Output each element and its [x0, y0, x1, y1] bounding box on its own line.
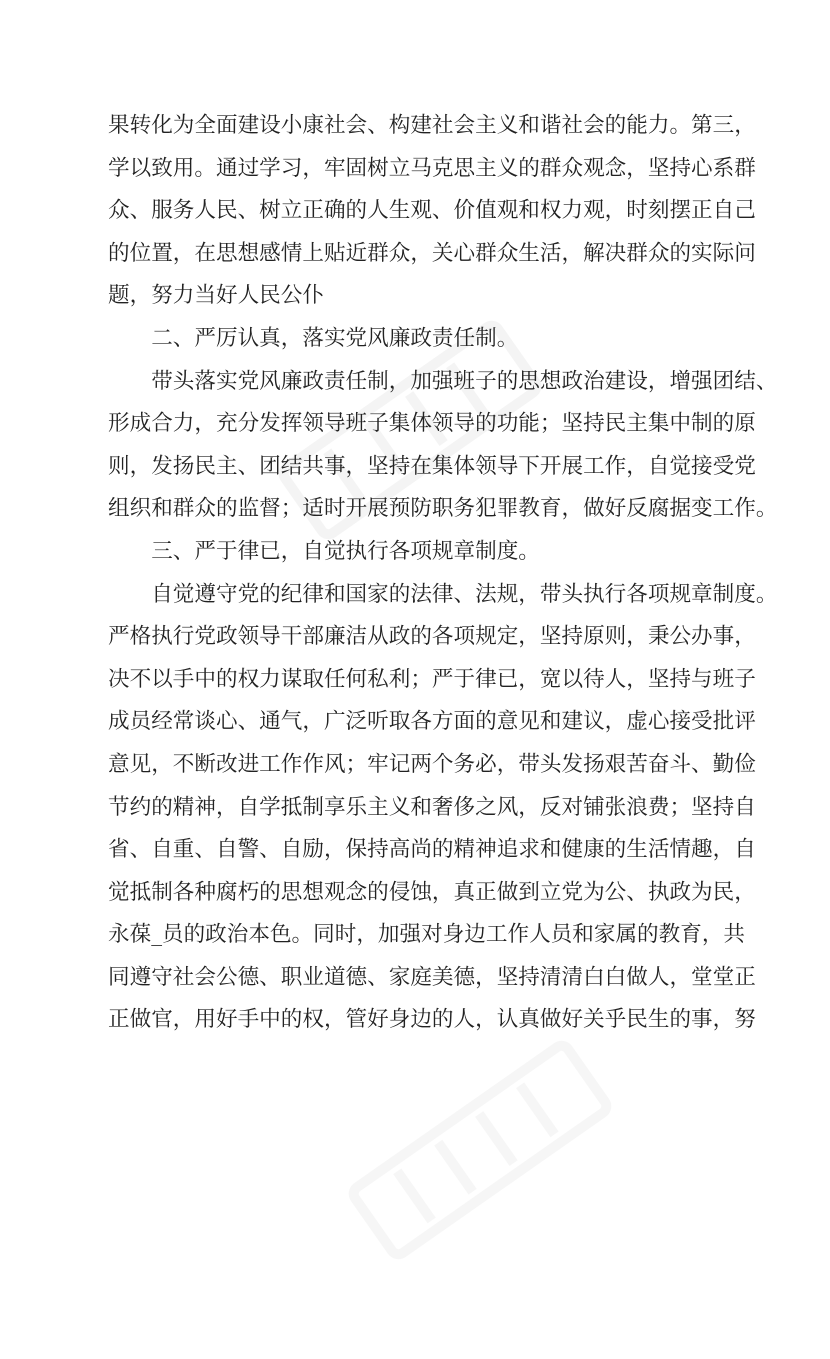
text-line: 意见，不断改进工作作风；牢记两个务必，带头发扬艰苦奋斗、勤俭: [108, 751, 756, 777]
paragraph-responsibility: [108, 361, 778, 531]
text-line: 永葆_员的政治本色。同时，加强对身边工作人员和家属的教育，共: [108, 922, 746, 948]
text-line: 决不以手中的权力谋取任何私利；严于律已，宽以待人，坚持与班子: [108, 666, 756, 692]
text-line: 众、服务人民、树立正确的人生观、价值观和权力观，时刻摆正自己: [108, 198, 756, 224]
section-heading-text: 二、严厉认真，落实党风廉政责任制。: [151, 325, 519, 351]
section-heading-3: [108, 531, 723, 574]
text-line: 的位置，在思想感情上贴近群众，关心群众生活，解决群众的实际问: [108, 240, 756, 266]
text-line: 题，努力当好人民公仆: [108, 283, 324, 309]
text-line: 成员经常谈心、通气，广泛听取各方面的意见和建议，虚心接受批评: [108, 709, 756, 735]
text-line: 严格执行党政领导干部廉洁从政的各项规定，坚持原则，秉公办事，: [108, 624, 756, 650]
text-line: 学以致用。通过学习，牢固树立马克思主义的群众观念，坚持心系群: [108, 155, 756, 181]
text-line: 省、自重、自警、自励，保持高尚的精神追求和健康的生活情趣，自: [108, 837, 756, 863]
text-line: 形成合力，充分发挥领导班子集体领导的功能；坚持民主集中制的原: [108, 411, 756, 437]
document-body: [108, 105, 778, 1042]
section-heading-2: [108, 318, 723, 361]
text-line: 节约的精神，自学抵制享乐主义和奢侈之风，反对铺张浪费；坚持自: [108, 794, 756, 820]
section-heading-text: 三、严于律已，自觉执行各项规章制度。: [151, 538, 540, 564]
text-line: 自觉遵守党的纪律和国家的法律、法规，带头执行各项规章制度。: [151, 581, 778, 607]
text-line: 带头落实党风廉政责任制，加强班子的思想政治建设，增强团结、: [151, 368, 778, 394]
text-line: 果转化为全面建设小康社会、构建社会主义和谐社会的能力。第三，: [108, 113, 756, 138]
text-line: 组织和群众的监督；适时开展预防职务犯罪教育，做好反腐据变工作。: [108, 496, 778, 522]
text-line: 同遵守社会公德、职业道德、家庭美德，坚持清清白白做人，堂堂正: [108, 964, 756, 990]
paragraph-continuation: [108, 105, 756, 318]
text-line: 正做官，用好手中的权，管好身边的人，认真做好关乎民生的事，努: [108, 1007, 756, 1033]
text-line: 则，发扬民主、团结共事，坚持在集体领导下开展工作，自觉接受党: [108, 453, 756, 479]
paragraph-self-discipline: [108, 574, 778, 1043]
text-line: 觉抵制各种腐朽的思想观念的侵蚀，真正做到立党为公、执政为民，: [108, 879, 756, 905]
